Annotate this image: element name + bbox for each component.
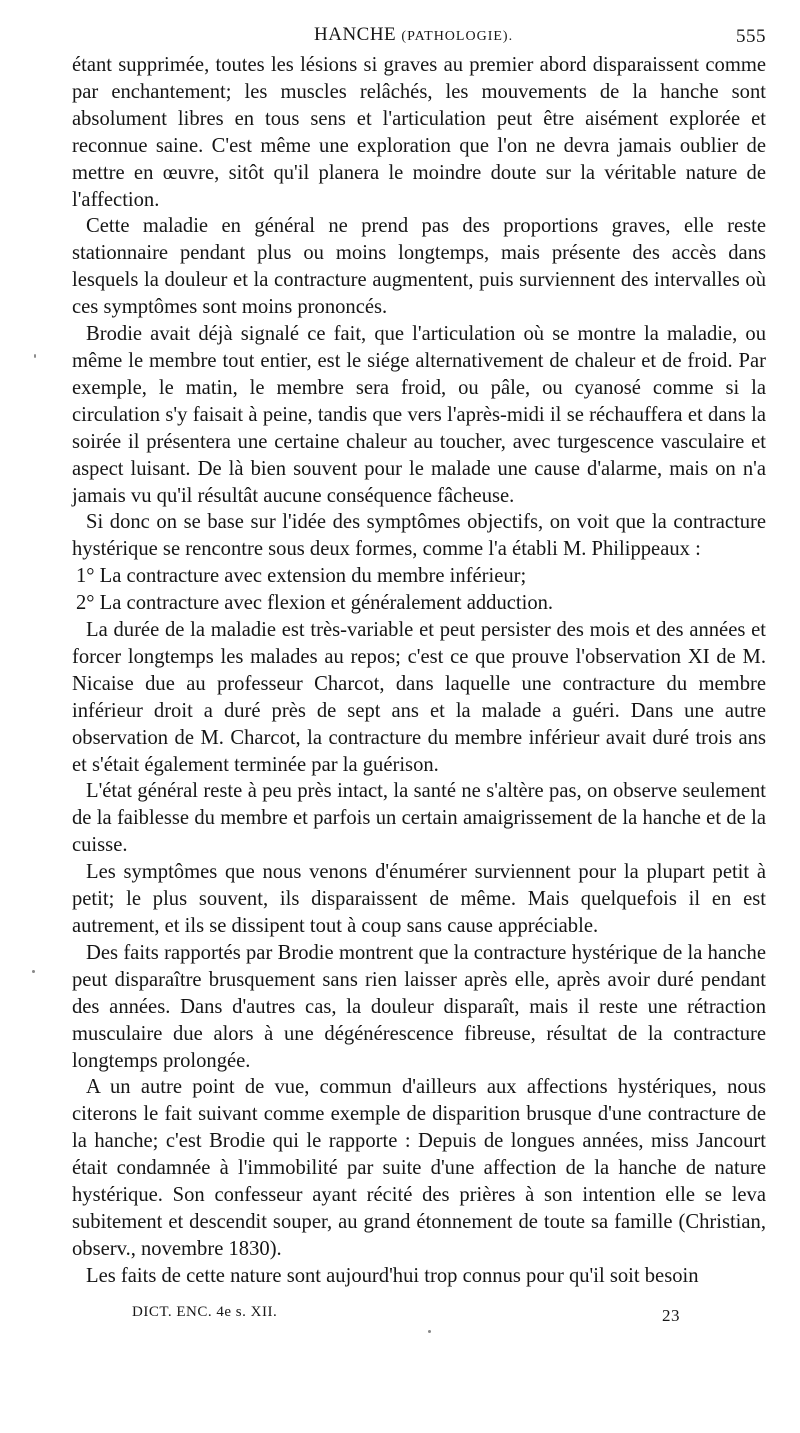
page-footer: [132, 1302, 680, 1328]
folio-number: 23: [662, 1306, 680, 1325]
running-title-sub: (PATHOLOGIE).: [401, 29, 514, 44]
body-text: [72, 52, 766, 1290]
page-number: 555: [736, 26, 766, 47]
paragraph: A un autre point de vue, commun d'ailleurs aux affections hystériques, nous citerons le fait suivant comme exemple de disparition brusque d'une contracture de la hanche; c'est Brodie qui le rapporte : Depuis de longues années, miss Jancourt était condamnée à l'immobilité par suite d'une affection de la hanche de nature hystérique. Son confesseur ayant récité des prières à son intention elle se leva subitement et descendit souper, au grand étonnement de toute sa famille (Christian, observ., novembre 1830).: [72, 1076, 766, 1260]
page: [72, 24, 766, 1290]
paragraph: Brodie avait déjà signalé ce fait, que l'articulation où se montre la maladie, ou même le membre tout entier, est le siége alternativement de chaleur et de froid. Par exemple, le matin, le membre sera froid, ou pâle, ou cyanosé comme si la circulation s'y faisait à peine, tandis que vers l'après-midi il se réchauffera et dans la soirée il présentera une certaine chaleur au toucher, avec turgescence vasculaire et aspect luisant. De là bien souvent pour le malade une cause d'alarme, mais on n'a jamais vu qu'il résultât aucune conséquence fâcheuse.: [72, 323, 766, 507]
running-title: [314, 24, 513, 46]
scan-speck: [428, 1330, 431, 1333]
list-item: 2° La contracture avec flexion et généralement adduction.: [76, 592, 554, 615]
paragraph: Des faits rapportés par Brodie montrent que la contracture hystérique de la hanche peut disparaître brusquement sans rien laisser après elle, après avoir duré pendant des années. Dans d'autres cas, la douleur disparaît, mais il reste une rétraction musculaire due alors à une dégénérescence fibreuse, résultat de la contracture longtemps prolongée.: [72, 941, 766, 1072]
paragraph: Les faits de cette nature sont aujourd'hui trop connus pour qu'il soit besoin: [86, 1264, 699, 1287]
scan-speck: [32, 970, 35, 973]
running-header: [72, 24, 766, 52]
paragraph: Les symptômes que nous venons d'énumérer surviennent pour la plupart petit à petit; le plus souvent, ils disparaissent de même. Mais quelquefois il en est autrement, et ils se dissipent tout à coup sans cause appréciable.: [72, 861, 766, 937]
running-title-main: HANCHE: [314, 24, 397, 45]
paragraph: L'état général reste à peu près intact, la santé ne s'altère pas, on observe seulement de la faiblesse du membre et parfois un certain amaigrissement de la hanche et de la cuisse.: [72, 780, 766, 857]
paragraph: Si donc on se base sur l'idée des symptômes objectifs, on voit que la contracture hystérique se rencontre sous deux formes, comme l'a établi M. Philippeaux :: [72, 511, 766, 561]
paragraph: La durée de la maladie est très-variable et peut persister des mois et des années et forcer longtemps les malades au repos; c'est ce que prouve l'observation XI de M. Nicaise due au professeur Charcot, dans laquelle une contracture du membre inférieur droit a duré près de sept ans et la malade a guéri. Dans une autre observation de M. Charcot, la contracture du membre inférieur avait duré trois ans et s'était également terminée par la guérison.: [72, 619, 766, 776]
paragraph: étant supprimée, toutes les lésions si graves au premier abord disparaissent comme par enchantement; les muscles relâchés, les mouvements de la hanche sont absolument libres en tous sens et l'articulation peut être aisément explorée et reconnue saine. C'est même une exploration que l'on ne devra jamais oublier de mettre en œuvre, sitôt qu'il planera le moindre doute sur la véritable nature de l'affection.: [72, 54, 766, 211]
signature-mark: DICT. ENC. 4e s. XII.: [132, 1304, 278, 1320]
list-item: 1° La contracture avec extension du membre inférieur;: [76, 565, 527, 588]
scan-speck: [34, 354, 36, 358]
paragraph: Cette maladie en général ne prend pas des proportions graves, elle reste stationnaire pendant plus ou moins longtemps, mais présente des accès dans lesquels la douleur et la contracture augmentent, puis surviennent des intervalles où ces symptômes sont moins prononcés.: [72, 215, 766, 319]
